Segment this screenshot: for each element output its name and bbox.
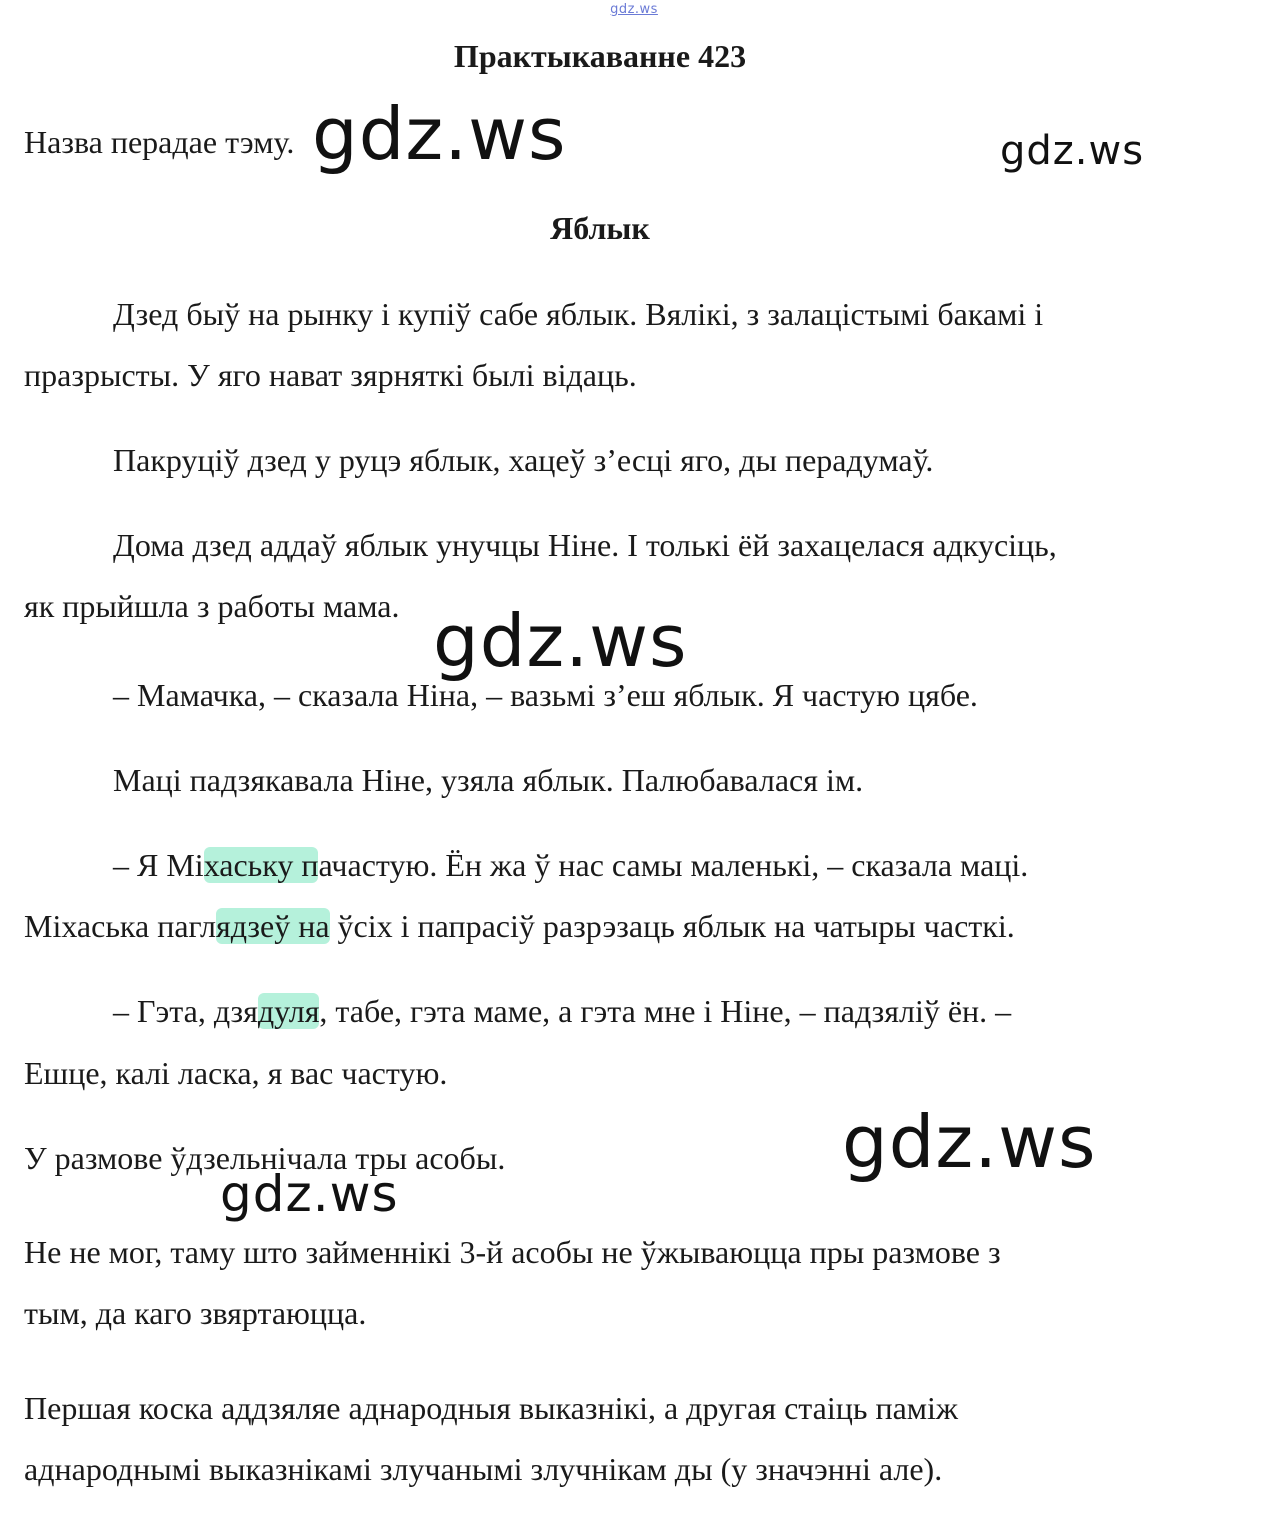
story-line: Дзед быў на рынку і купіў сабе яблык. Вялікі, з залацістымі бакамі і [113, 296, 1044, 332]
text-segment: – Гэта, дзя [113, 993, 258, 1029]
answer-line: аднароднымі выказнікамі злучанымі злучнікам ды (у значэнні але). [24, 1451, 943, 1487]
watermark-logo: gdz.ws [312, 92, 567, 176]
answer-line: Першая коска аддзяляе аднародныя выказнікі, а другая стаіць паміж [24, 1390, 959, 1426]
text-segment: ачастую. Ён жа ў нас самы маленькі, – сказала маці. [318, 847, 1029, 883]
text-segment: Міхаська пагл [24, 908, 216, 944]
answer-line: Не не мог, таму што займеннікі 3-й асобы не ўжываюцца пры размове з [24, 1234, 1001, 1270]
story-line: Ешце, калі ласка, я вас частую. [24, 1055, 448, 1091]
watermark-logo: gdz.ws [1000, 128, 1145, 174]
answer-line: У размове ўдзельнічала тры асобы. [24, 1140, 506, 1176]
highlighted-text: хаську п [203, 847, 319, 883]
story-line: як прыйшла з работы мама. [24, 588, 400, 624]
highlighted-text: дуля [257, 993, 320, 1029]
watermark-logo: gdz.ws [220, 1165, 399, 1223]
page-title: Практыкаванне 423 [453, 38, 747, 74]
watermark-logo: gdz.ws [433, 599, 688, 683]
top-watermark-link[interactable]: gdz.ws [610, 2, 658, 17]
story-line: Пакруціў дзед у руцэ яблык, хацеў з’есці яго, ды перадумаў. [113, 442, 934, 478]
intro-text: Назва перадае тэму. [24, 124, 295, 160]
text-segment: – Я Мі [113, 847, 204, 883]
highlighted-text: ядзеў на [215, 908, 330, 944]
story-title: Яблык [550, 210, 650, 246]
story-line: Дома дзед аддаў яблык унучцы Ніне. І толькі ёй захацелася адкусіць, [113, 527, 1057, 563]
answer-line: тым, да каго звяртаюцца. [24, 1295, 367, 1331]
story-line [24, 908, 1015, 945]
story-line [113, 847, 1028, 884]
story-line [113, 993, 1011, 1030]
watermark-logo: gdz.ws [842, 1100, 1097, 1184]
story-line: Маці падзякавала Ніне, узяла яблык. Палюбавалася ім. [113, 762, 864, 798]
story-line: – Мамачка, – сказала Ніна, – вазьмі з’еш яблык. Я частую цябе. [113, 677, 978, 713]
story-line: празрысты. У яго нават зярняткі былі відаць. [24, 357, 637, 393]
text-segment: ўсіх і папрасіў разрэзаць яблык на чатыры часткі. [329, 908, 1015, 944]
text-segment: , табе, гэта маме, а гэта мне і Ніне, – падзяліў ён. – [319, 993, 1012, 1029]
